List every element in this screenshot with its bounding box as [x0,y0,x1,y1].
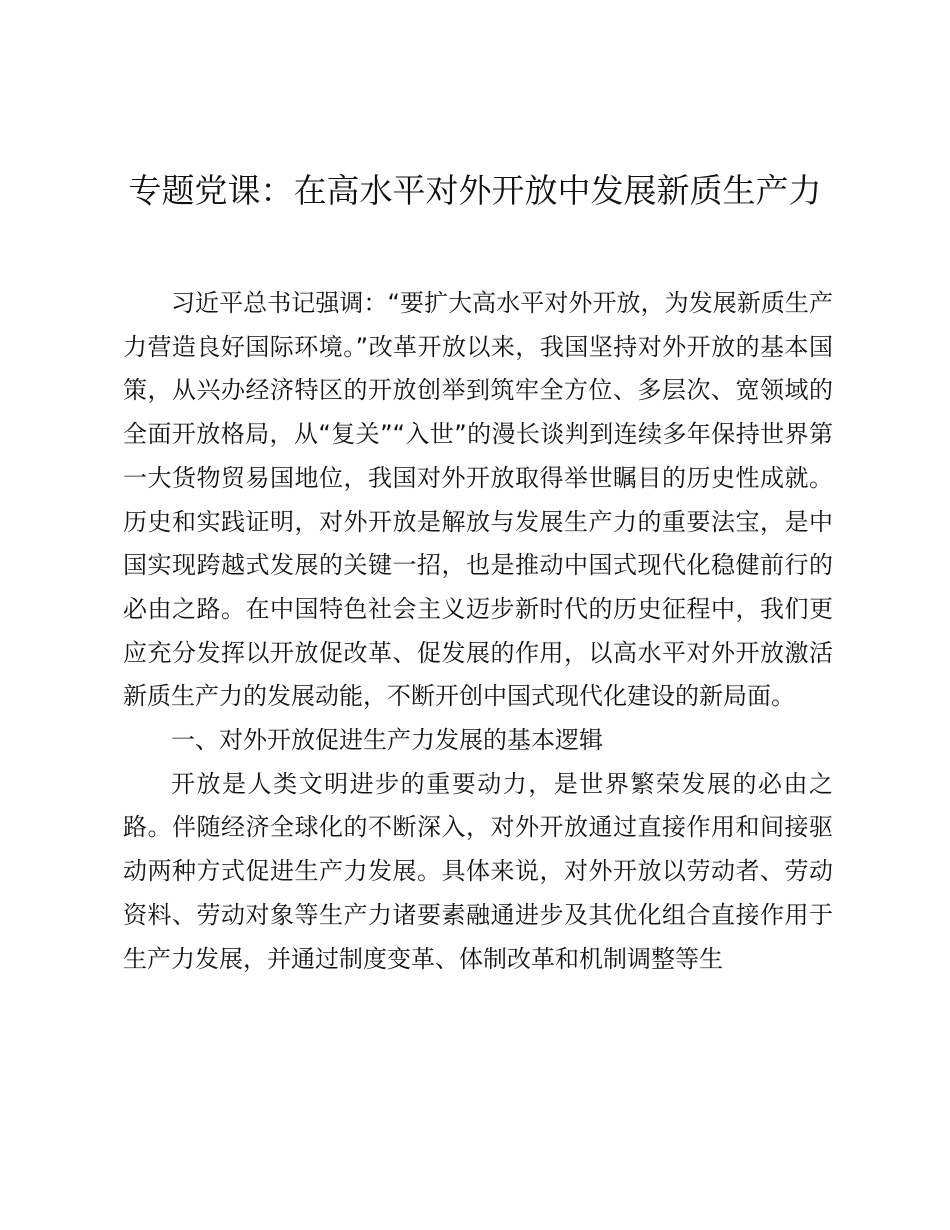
document-body [123,282,833,981]
section-heading-1: 一、对外开放促进生产力发展的基本逻辑 [171,726,603,755]
document-title: 专题党课：在高水平对外开放中发展新质生产力 [128,171,822,210]
body-paragraph-intro: 习近平总书记强调：“要扩大高水平对外开放，为发展新质生产力营造良好国际环境。”改革开放以来，我国坚持对外开放的基本国策，从兴办经济特区的开放创举到筑牢全方位、多层次、宽领域的全面开放格局，从“复关”“入世”的漫长谈判到连续多年保持世界第一大货物贸易国地位，我国对外开放取得举世瞩目的历史性成就。历史和实践证明，对外开放是解放与发展生产力的重要法宝，是中国实现跨越式发展的关键一招，也是推动中国式现代化稳健前行的必由之路。在中国特色社会主义迈步新时代的历史征程中，我们更应充分发挥以开放促改革、促发展的作用，以高水平对外开放激活新质生产力的发展动能，不断开创中国式现代化建设的新局面。 [123,289,833,711]
body-paragraph-section-1: 开放是人类文明进步的重要动力，是世界繁荣发展的必由之路。伴随经济全球化的不断深入，对外开放通过直接作用和间接驱动两种方式促进生产力发展。具体来说，对外开放以劳动者、劳动资料、劳动对象等生产力诸要素融通进步及其优化组合直接作用于生产力发展，并通过制度变革、体制改革和机制调整等生 [123,769,833,973]
